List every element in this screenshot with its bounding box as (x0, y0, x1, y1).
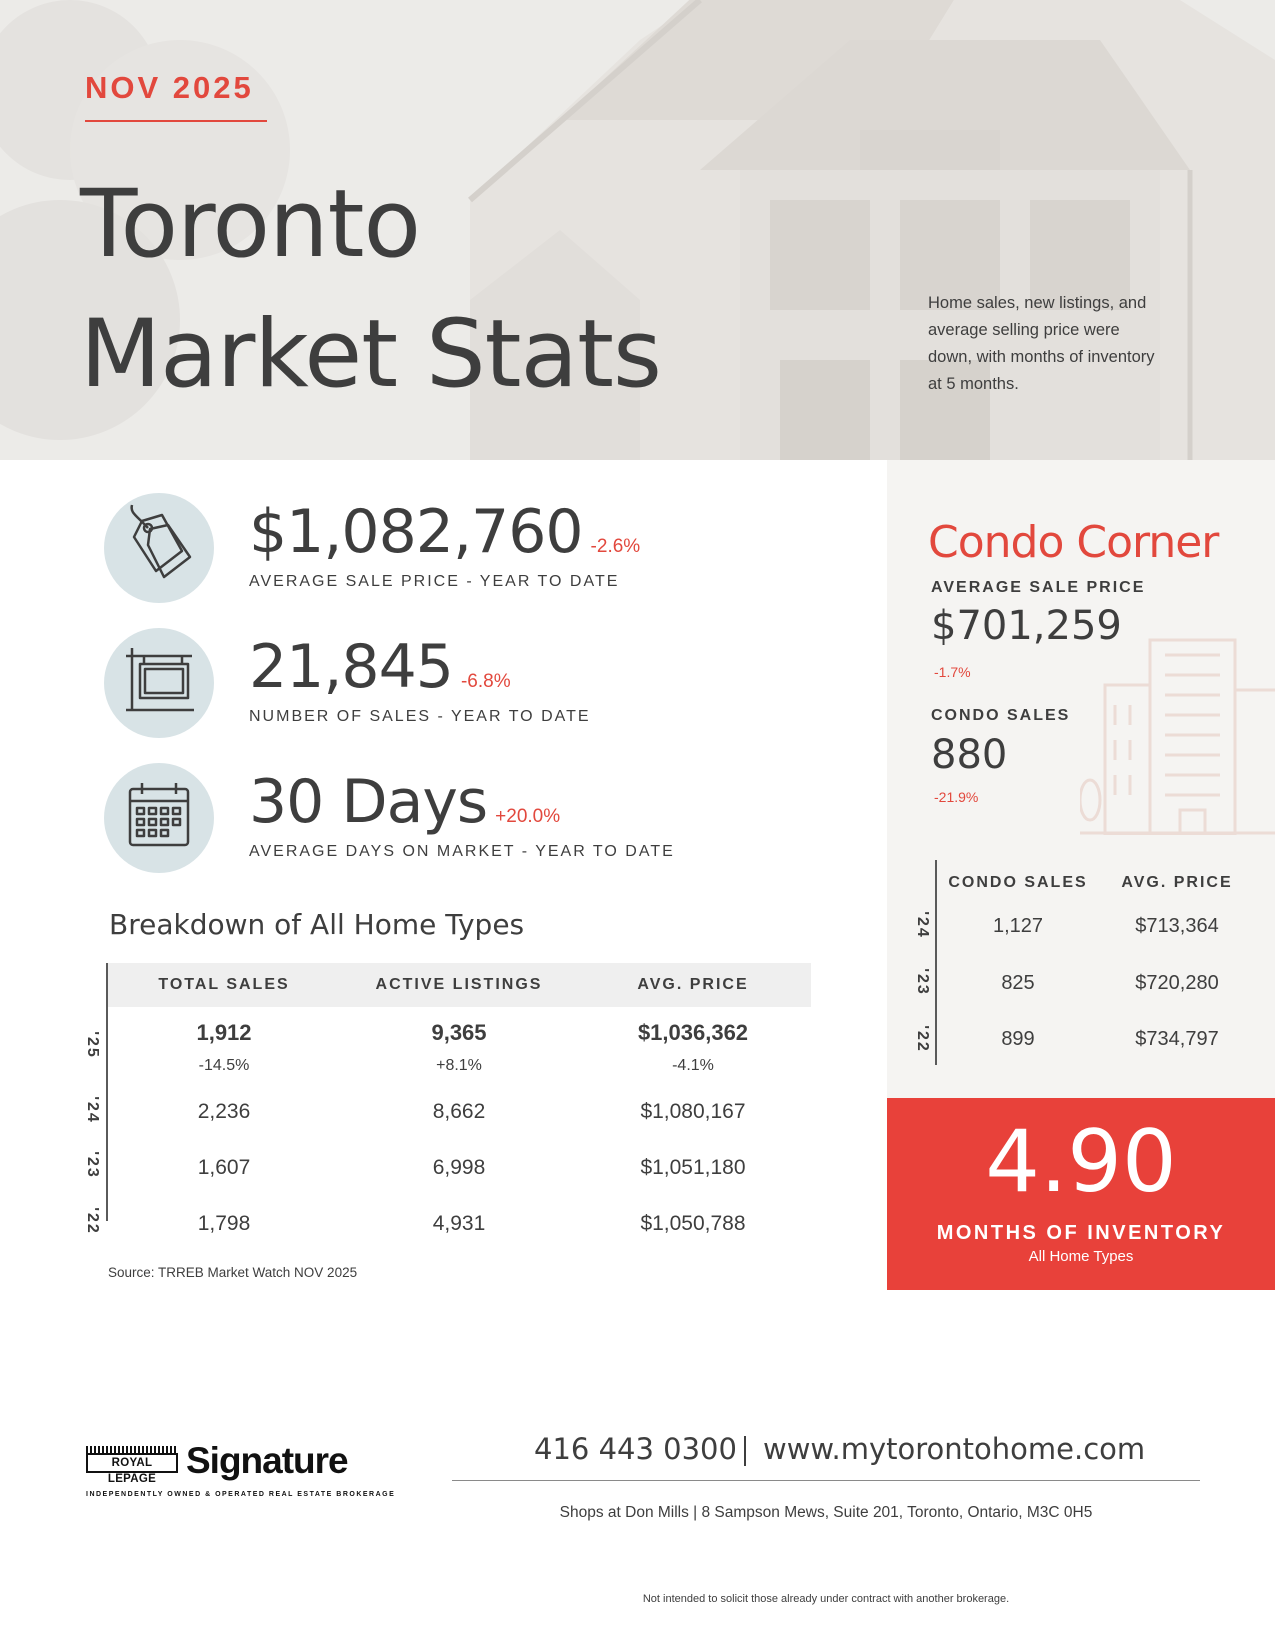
hero-banner (0, 0, 1275, 460)
kpi-label: NUMBER OF SALES - YEAR TO DATE (249, 708, 591, 725)
table-cell-avg-price: $1,036,362 (637, 1020, 749, 1045)
page-title-line-1: Toronto (80, 170, 420, 279)
table-cell-total-sales: 1,607 (197, 1156, 251, 1179)
source-note: Source: TRREB Market Watch NOV 2025 (108, 1265, 358, 1280)
column-header-condo-sales: CONDO SALES (948, 874, 1088, 891)
inventory-label: MONTHS OF INVENTORY (936, 1222, 1226, 1244)
row-year: '23 (914, 968, 931, 996)
kpi-value: 30 Days +20.0% (249, 767, 561, 837)
intro-summary: Home sales, new listings, and average selling price were down, with months of inventory at 5 months. (928, 294, 1155, 393)
kpi-value: 21,845 -6.8% (249, 632, 511, 702)
contact-line (452, 1432, 1200, 1480)
table-cell-total-sales: 2,236 (197, 1100, 251, 1123)
report-month: NOV 2025 (85, 70, 254, 105)
kpi-change: -2.6% (590, 536, 641, 557)
row-year: '22 (84, 1207, 101, 1235)
table-cell-avg-price: $1,050,788 (640, 1212, 746, 1235)
table-cell-avg-price: $1,080,167 (640, 1100, 746, 1123)
inventory-sublabel: All Home Types (1028, 1248, 1134, 1265)
condo-cell-sales: 899 (1001, 1028, 1035, 1050)
table-cell-change: +8.1% (436, 1057, 482, 1074)
kpi-number-of-sales (104, 628, 864, 740)
logo-wordmark: Signature (186, 1440, 348, 1481)
table-cell-active-listings: 4,931 (432, 1212, 486, 1235)
logo-tagline: INDEPENDENTLY OWNED & OPERATED REAL ESTATE BROKERAGE (86, 1491, 396, 1498)
condo-building-icon (1080, 630, 1275, 835)
page-title-line-2: Market Stats (80, 300, 661, 409)
condo-cell-avg-price: $734,797 (1135, 1028, 1219, 1050)
kpi-label: AVERAGE SALE PRICE - YEAR TO DATE (249, 573, 620, 590)
breakdown-title: Breakdown of All Home Types (109, 908, 525, 941)
for-sale-sign-icon (104, 628, 214, 738)
logo-box-text: ROYAL LEPAGE (86, 1453, 178, 1473)
brokerage-logo (86, 1440, 396, 1506)
table-cell-total-sales: 1,798 (197, 1212, 251, 1235)
months-of-inventory-box (887, 1098, 1275, 1290)
condo-avg-price-change: -1.7% (934, 664, 971, 680)
phone-number[interactable]: 416 443 0300 (534, 1432, 737, 1466)
column-header-condo-avg-price: AVG. PRICE (1121, 874, 1233, 891)
table-header (108, 963, 811, 1007)
table-cell-active-listings: 9,365 (431, 1020, 487, 1045)
kpi-change: -6.8% (460, 671, 511, 692)
condo-cell-avg-price: $720,280 (1135, 972, 1219, 994)
disclaimer: Not intended to solicit those already under contract with another brokerage. (642, 1593, 1010, 1605)
row-year: '24 (914, 911, 931, 939)
kpi-label: AVERAGE DAYS ON MARKET - YEAR TO DATE (249, 843, 675, 860)
condo-avg-price-label: AVERAGE SALE PRICE (931, 579, 1146, 596)
footer-divider (452, 1480, 1200, 1481)
kpi-days-on-market (104, 763, 864, 875)
inventory-value: 4.90 (985, 1112, 1177, 1212)
calendar-icon (104, 763, 214, 873)
contact-separator (744, 1436, 746, 1466)
table-cell-total-sales: 1,912 (196, 1020, 252, 1045)
table-cell-change: -4.1% (672, 1057, 714, 1074)
condo-sales-change: -21.9% (934, 789, 979, 805)
kpi-average-sale-price (104, 493, 864, 605)
condo-sales-label: CONDO SALES (931, 707, 1071, 724)
condo-avg-price-value: $701,259 (931, 603, 1122, 649)
month-underline (85, 120, 267, 122)
table-cell-active-listings: 8,662 (432, 1100, 486, 1123)
column-header-active-listings: ACTIVE LISTINGS (375, 976, 543, 993)
condo-corner-title: Condo Corner (928, 517, 1219, 568)
condo-table-divider (935, 860, 937, 1065)
kpi-change: +20.0% (495, 806, 561, 827)
column-header-total-sales: TOTAL SALES (158, 976, 290, 993)
row-year: '23 (84, 1151, 101, 1179)
row-year: '22 (914, 1025, 931, 1053)
kpi-value: $1,082,760 -2.6% (249, 497, 641, 567)
column-header-avg-price: AVG. PRICE (637, 976, 749, 993)
row-year: '24 (84, 1096, 101, 1124)
condo-cell-sales: 825 (1001, 972, 1035, 994)
office-address: Shops at Don Mills | 8 Sampson Mews, Suite 201, Toronto, Ontario, M3C 0H5 (559, 1504, 1093, 1521)
condo-cell-avg-price: $713,364 (1135, 915, 1219, 937)
table-cell-avg-price: $1,051,180 (640, 1156, 746, 1179)
table-cell-active-listings: 6,998 (432, 1156, 486, 1179)
price-tag-icon (104, 493, 214, 603)
condo-cell-sales: 1,127 (992, 915, 1044, 937)
logo-bars (86, 1446, 178, 1453)
row-year: '25 (84, 1031, 101, 1059)
table-cell-change: -14.5% (198, 1057, 250, 1074)
website-link[interactable]: www.mytorontohome.com (763, 1432, 1146, 1466)
condo-sales-value: 880 (931, 732, 1008, 778)
